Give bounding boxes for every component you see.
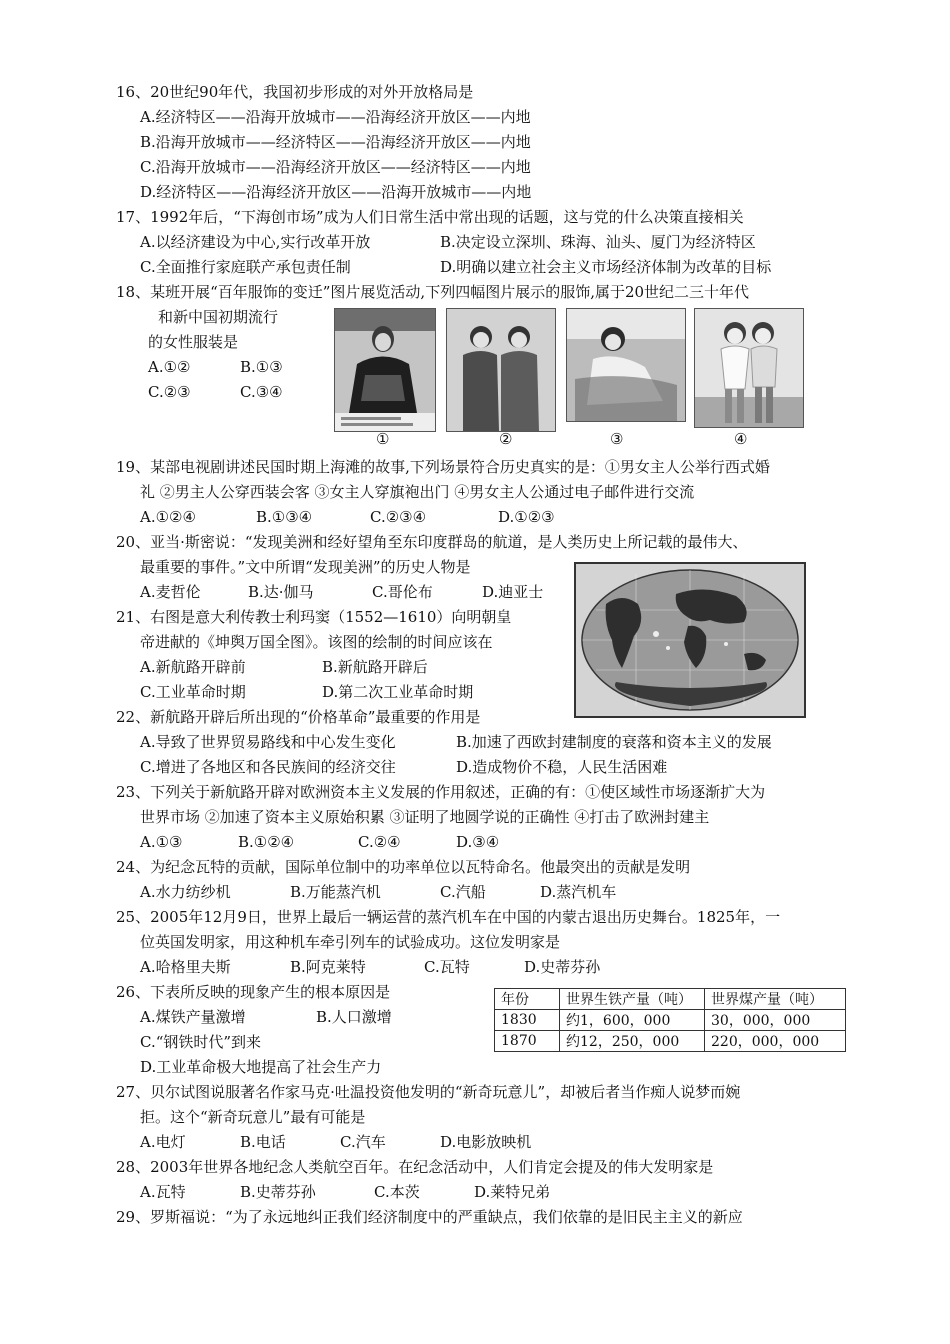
q27-option-d: D.电影放映机: [440, 1133, 532, 1151]
q27-stem: 27、贝尔试图说服著名作家马克·吐温投资他发明的“新奇玩意儿”，却被后者当作痴人说梦而婉: [116, 1083, 741, 1101]
photo-label-1: ①: [376, 430, 390, 448]
q25-stem: 25、2005年12月9日，世界上最后一辆运营的蒸汽机车在中国的内蒙古退出历史舞台。1825年，一: [116, 908, 781, 926]
q22-stem: 22、新航路开辟后所出现的“价格革命”最重要的作用是: [116, 708, 481, 726]
photo-2-two-women: [446, 308, 556, 432]
q16-option-c: C.沿海开放城市——沿海经济开放区——经济特区——内地: [140, 158, 531, 176]
q23-option-b: B.①②④: [238, 833, 295, 851]
q16-option-b: B.沿海开放城市——经济特区——沿海经济开放区——内地: [140, 133, 531, 151]
q20-option-b: B.达·伽马: [248, 583, 314, 601]
q18-stem-line3: 的女性服装是: [148, 333, 239, 351]
q27-stem-line2: 拒。这个“新奇玩意儿”最有可能是: [140, 1108, 366, 1126]
q23-option-c: C.②④: [358, 833, 401, 851]
q27-option-b: B.电话: [240, 1133, 286, 1151]
q19-stem: 19、某部电视剧讲述民国时期上海滩的故事,下列场景符合历史真实的是：①男女主人公举行西式婚: [116, 458, 770, 476]
q16-stem: 16、20世纪90年代，我国初步形成的对外开放格局是: [116, 83, 474, 101]
table-header-row: [495, 989, 846, 1010]
photo-3-seated-woman: [566, 308, 686, 422]
q25-option-b: B.阿克莱特: [290, 958, 366, 976]
q29-stem: 29、罗斯福说：“为了永远地纠正我们经济制度中的严重缺点，我们依靠的是旧民主主义的新应: [116, 1208, 743, 1226]
q21-stem: 21、右图是意大利传教士利玛窦（1552—1610）向明朝皇: [116, 608, 512, 626]
q23-option-d: D.③④: [456, 833, 500, 851]
q28-option-a: A.瓦特: [140, 1183, 186, 1201]
table-header-cell: 世界煤产量（吨）: [705, 989, 846, 1010]
q25-option-d: D.史蒂芬孙: [524, 958, 601, 976]
q19-option-b: B.①③④: [256, 508, 313, 526]
q20-stem-line2: 最重要的事件。”文中所谓“发现美洲”的历史人物是: [140, 558, 471, 576]
q19-stem-line2: 礼 ②男主人公穿西装会客 ③女主人穿旗袍出门 ④男女主人公通过电子邮件进行交流: [140, 483, 695, 501]
q18-stem-line2: 和新中国初期流行: [158, 308, 279, 326]
photo-1-qing-dress: [334, 308, 436, 432]
q26-option-d: D.工业革命极大地提高了社会生产力: [140, 1058, 382, 1076]
q28-option-c: C.本茨: [374, 1183, 420, 1201]
q17-option-b: B.决定设立深圳、珠海、汕头、厦门为经济特区: [440, 233, 756, 251]
q26-option-c: C.“钢铁时代”到来: [140, 1033, 262, 1051]
q25-stem-line2: 位英国发明家，用这种机车牵引列车的试验成功。这位发明家是: [140, 933, 561, 951]
q16-option-a: A.经济特区——沿海开放城市——沿海经济开放区——内地: [140, 108, 531, 126]
q18-option-b: B.①③: [240, 358, 283, 376]
photo-label-4: ④: [734, 430, 748, 448]
q26-option-b: B.人口激增: [316, 1008, 392, 1026]
q24-option-a: A.水力纺纱机: [140, 883, 231, 901]
q27-option-a: A.电灯: [140, 1133, 186, 1151]
q24-option-c: C.汽船: [440, 883, 486, 901]
q24-option-d: D.蒸汽机车: [540, 883, 617, 901]
table-row: [495, 1010, 846, 1031]
q19-option-a: A.①②④: [140, 508, 196, 526]
q22-option-d: D.造成物价不稳，人民生活困难: [456, 758, 668, 776]
table-cell: 约1，600，000: [560, 1010, 705, 1031]
q18-stem: 18、某班开展“百年服饰的变迁”图片展览活动,下列四幅图片展示的服饰,属于20世纪二三十年代: [116, 283, 750, 301]
photo-4-modern-women: [694, 308, 804, 428]
production-table: [494, 988, 846, 1052]
q20-option-d: D.迪亚士: [482, 583, 544, 601]
q25-option-c: C.瓦特: [424, 958, 470, 976]
q22-option-b: B.加速了西欧封建制度的衰落和资本主义的发展: [456, 733, 772, 751]
q21-option-c: C.工业革命时期: [140, 683, 246, 701]
q18-option-d: C.③④: [240, 383, 283, 401]
q23-stem-line2: 世界市场 ②加速了资本主义原始积累 ③证明了地圆学说的正确性 ④打击了欧洲封建主: [140, 808, 710, 826]
table-cell: 约12，250，000: [560, 1031, 705, 1052]
photo-label-3: ③: [610, 430, 624, 448]
q21-option-b: B.新航路开辟后: [322, 658, 428, 676]
q21-option-a: A.新航路开辟前: [140, 658, 246, 676]
table-cell: 1870: [495, 1031, 560, 1052]
q20-stem: 20、亚当·斯密说：“发现美洲和经好望角至东印度群岛的航道，是人类历史上所记载的最伟大、: [116, 533, 748, 551]
q16-option-d: D.经济特区——沿海经济开放区——沿海开放城市——内地: [140, 183, 532, 201]
q24-stem: 24、为纪念瓦特的贡献，国际单位制中的功率单位以瓦特命名。他最突出的贡献是发明: [116, 858, 691, 876]
q19-option-c: C.②③④: [370, 508, 427, 526]
q18-option-c: C.②③: [148, 383, 191, 401]
q26-option-a: A.煤铁产量激增: [140, 1008, 246, 1026]
q24-option-b: B.万能蒸汽机: [290, 883, 381, 901]
q17-option-d: D.明确以建立社会主义市场经济体制为改革的目标: [440, 258, 772, 276]
q21-stem-line2: 帝进献的《坤舆万国全图》。该图的绘制的时间应该在: [140, 633, 493, 651]
q28-stem: 28、2003年世界各地纪念人类航空百年。在纪念活动中，人们肯定会提及的伟大发明家是: [116, 1158, 714, 1176]
q22-option-c: C.增进了各地区和各民族间的经济交往: [140, 758, 396, 776]
table-row: [495, 1031, 846, 1052]
q23-stem: 23、下列关于新航路开辟对欧洲资本主义发展的作用叙述，正确的有：①使区域性市场逐渐扩大为: [116, 783, 766, 801]
table-cell: 220，000，000: [705, 1031, 846, 1052]
q28-option-d: D.莱特兄弟: [474, 1183, 551, 1201]
q28-option-b: B.史蒂芬孙: [240, 1183, 316, 1201]
q17-option-a: A.以经济建设为中心,实行改革开放: [140, 233, 371, 251]
q23-option-a: A.①③: [140, 833, 183, 851]
q17-option-c: C.全面推行家庭联产承包责任制: [140, 258, 351, 276]
q25-option-a: A.哈格里夫斯: [140, 958, 231, 976]
photo-label-2: ②: [499, 430, 513, 448]
world-map-image: [574, 562, 806, 718]
table-header-cell: 年份: [495, 989, 560, 1010]
q20-option-c: C.哥伦布: [372, 583, 433, 601]
q19-option-d: D.①②③: [498, 508, 555, 526]
q21-option-d: D.第二次工业革命时期: [322, 683, 474, 701]
q17-stem: 17、1992年后，“下海创市场”成为人们日常生活中常出现的话题，这与党的什么决策直接相关: [116, 208, 744, 226]
q22-option-a: A.导致了世界贸易路线和中心发生变化: [140, 733, 396, 751]
table-cell: 30，000，000: [705, 1010, 846, 1031]
q18-option-a: A.①②: [148, 358, 191, 376]
table-header-cell: 世界生铁产量（吨）: [560, 989, 705, 1010]
table-cell: 1830: [495, 1010, 560, 1031]
q27-option-c: C.汽车: [340, 1133, 386, 1151]
q20-option-a: A.麦哲伦: [140, 583, 201, 601]
q26-stem: 26、下表所反映的现象产生的根本原因是: [116, 983, 391, 1001]
